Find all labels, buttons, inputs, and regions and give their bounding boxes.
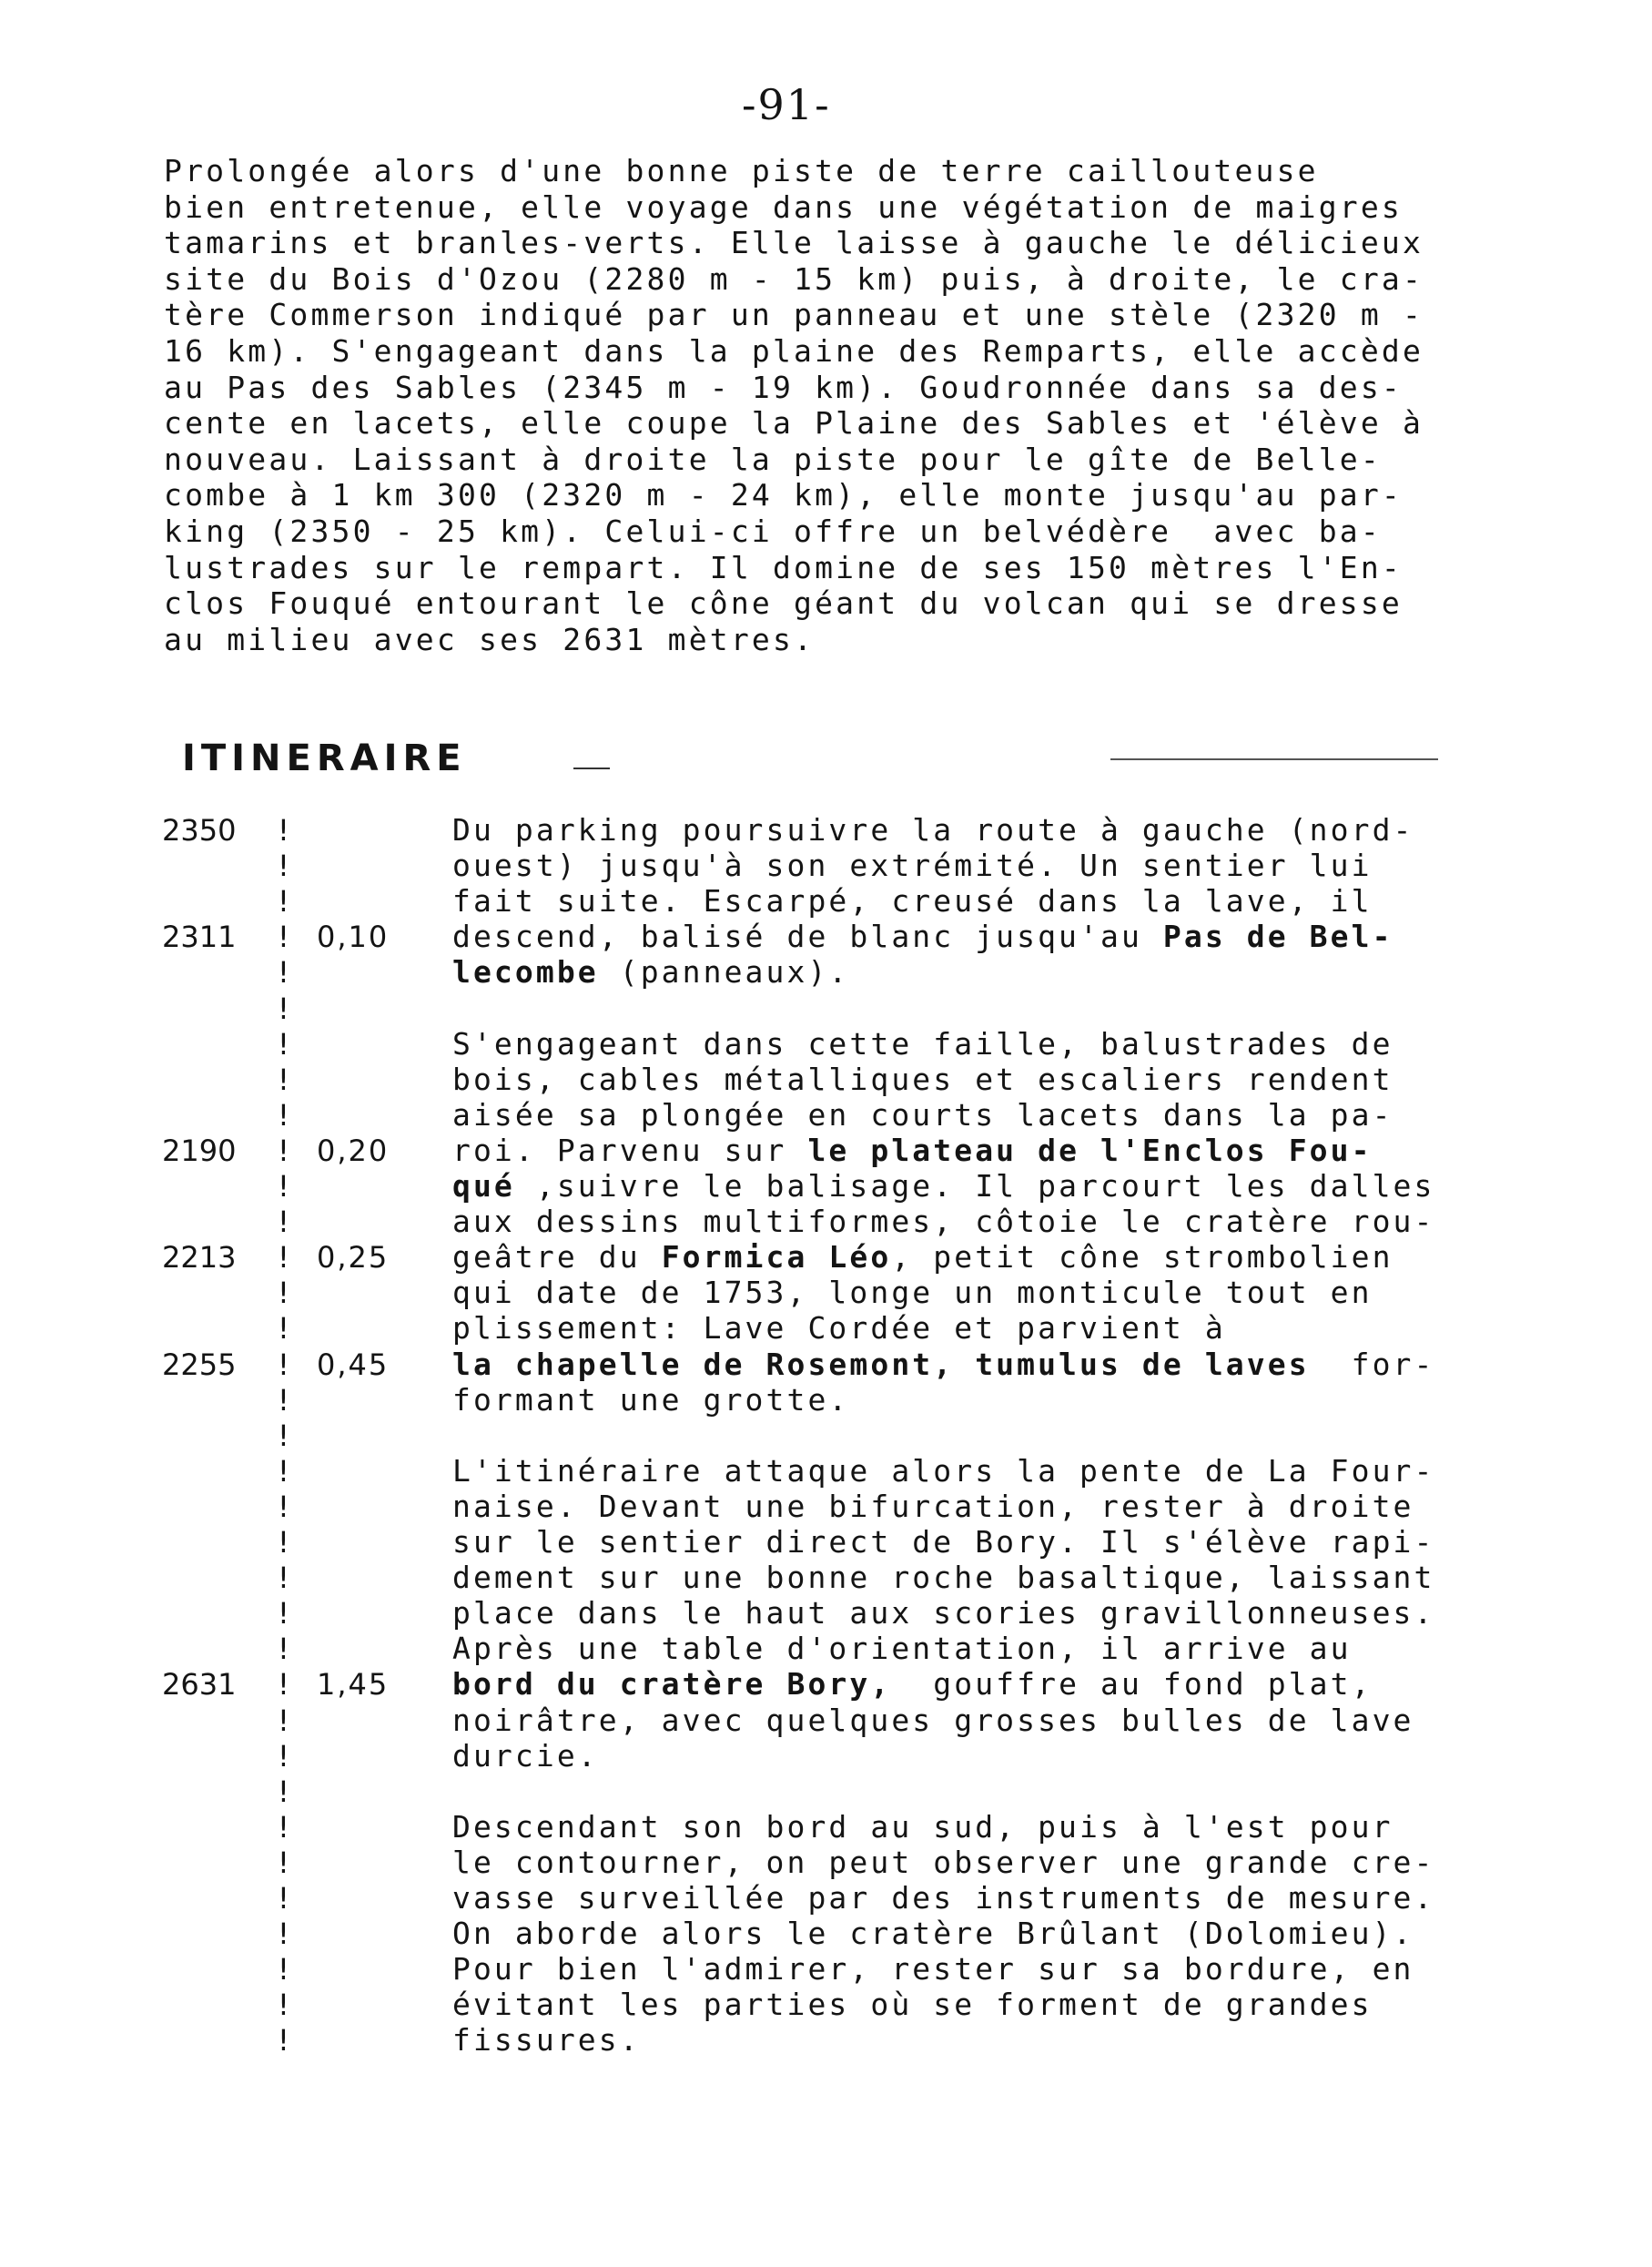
description-text: L'itinéraire attaque alors la pente de La Four- bbox=[452, 1452, 1435, 1489]
itinerary-row bbox=[0, 1880, 1652, 1916]
itinerary-row bbox=[0, 1026, 1652, 1062]
description-line bbox=[452, 954, 849, 991]
intro-line: tamarins et branles-verts. Elle laisse à gauche le délicieux bbox=[164, 225, 1424, 261]
column-separator: ! bbox=[278, 1097, 289, 1133]
place-name: Pas de Bel- bbox=[1162, 919, 1394, 955]
duration-value: 0,25 bbox=[317, 1240, 390, 1276]
itinerary-row bbox=[0, 848, 1652, 884]
intro-line: bien entretenue, elle voyage dans une végétation de maigres bbox=[164, 188, 1403, 225]
duration-value: 0,20 bbox=[317, 1133, 390, 1168]
altitude-value: 2213 bbox=[162, 1240, 237, 1276]
description-text: Après une table d'orientation, il arrive au bbox=[452, 1631, 1352, 1667]
description-text: noirâtre, avec quelques grosses bulles de lave bbox=[452, 1702, 1414, 1738]
description-line bbox=[452, 1560, 1434, 1596]
itinerary-row bbox=[0, 1097, 1652, 1134]
description-line bbox=[452, 1347, 1435, 1383]
heading-rule bbox=[573, 768, 610, 769]
itinerary-row bbox=[0, 1489, 1652, 1525]
itinerary-row bbox=[0, 1310, 1652, 1347]
column-separator: ! bbox=[278, 1240, 289, 1276]
itinerary-row bbox=[0, 1631, 1652, 1667]
description-text: aisée sa plongée en courts lacets dans la pa- bbox=[452, 1096, 1394, 1133]
column-separator: ! bbox=[278, 1347, 289, 1382]
description-line bbox=[452, 1524, 1434, 1560]
description-text: vasse surveillée par des instruments de mesure. bbox=[452, 1880, 1435, 1916]
description-text: fissures. bbox=[452, 2022, 641, 2059]
description-text: , petit cône strombolien bbox=[891, 1239, 1394, 1276]
description-text: On aborde alors le cratère Brûlant (Dolomieu). bbox=[452, 1916, 1414, 1952]
duration-value: 1,45 bbox=[317, 1667, 390, 1703]
description-text: sur le sentier direct de Bory. Il s'élève rapi- bbox=[452, 1524, 1435, 1560]
column-separator: ! bbox=[278, 1026, 289, 1062]
description-line bbox=[452, 1026, 1394, 1062]
altitude-value: 2255 bbox=[162, 1347, 237, 1382]
altitude-value: 2311 bbox=[162, 920, 237, 955]
intro-line: Prolongée alors d'une bonne piste de terre caillouteuse bbox=[164, 153, 1319, 188]
description-line bbox=[452, 1489, 1414, 1525]
itinerary-row bbox=[0, 919, 1652, 955]
place-name: Formica Léo bbox=[661, 1239, 892, 1276]
column-separator: ! bbox=[278, 1418, 289, 1453]
duration-value: 0,10 bbox=[317, 920, 390, 955]
intro-line: combe à 1 km 300 (2320 m - 24 km), elle monte jusqu'au par- bbox=[164, 477, 1403, 513]
description-line bbox=[452, 1275, 1373, 1311]
description-text: geâtre du bbox=[452, 1239, 662, 1276]
description-line bbox=[452, 1809, 1394, 1845]
column-separator: ! bbox=[278, 1987, 289, 2023]
description-text: roi. Parvenu sur bbox=[452, 1132, 808, 1168]
column-separator: ! bbox=[278, 1169, 289, 1204]
itinerary-row bbox=[0, 1524, 1652, 1560]
column-separator: ! bbox=[278, 1952, 289, 1987]
intro-line: nouveau. Laissant à droite la piste pour le gîte de Belle- bbox=[164, 441, 1382, 477]
description-line bbox=[452, 1133, 1373, 1169]
description-text: dement sur une bonne roche basaltique, laissant bbox=[452, 1560, 1435, 1596]
description-line bbox=[452, 1310, 1226, 1347]
column-separator: ! bbox=[278, 955, 289, 991]
itinerary-row bbox=[0, 1347, 1652, 1383]
column-separator: ! bbox=[278, 1525, 289, 1560]
itinerary-row bbox=[0, 1062, 1652, 1098]
itinerary-row bbox=[0, 1382, 1652, 1418]
description-line bbox=[452, 1204, 1434, 1240]
itinerary-row bbox=[0, 1168, 1652, 1205]
description-line bbox=[452, 1880, 1434, 1916]
itinerary-row bbox=[0, 1845, 1652, 1881]
itinerary-row bbox=[0, 1809, 1652, 1845]
column-separator: ! bbox=[278, 1062, 289, 1097]
description-text: évitant les parties où se forment de grandes bbox=[452, 1987, 1373, 2023]
description-line bbox=[452, 1703, 1414, 1739]
description-text: (panneaux). bbox=[598, 954, 850, 991]
description-line bbox=[452, 1738, 599, 1774]
description-line bbox=[452, 1631, 1352, 1667]
intro-line: cente en lacets, elle coupe la Plaine des Sables et 'élève à bbox=[164, 405, 1424, 442]
itinerary-row bbox=[0, 1453, 1652, 1489]
description-text: naise. Devant une bifurcation, rester à droite bbox=[452, 1488, 1414, 1524]
description-text: gouffre au fond plat, bbox=[891, 1666, 1373, 1703]
intro-line: site du Bois d'Ozou (2280 m - 15 km) puis, à droite, le cra- bbox=[164, 260, 1424, 297]
column-separator: ! bbox=[278, 1205, 289, 1240]
description-text: formant une grotte. bbox=[452, 1381, 850, 1418]
column-separator: ! bbox=[278, 920, 289, 955]
description-line bbox=[452, 883, 1373, 920]
column-separator: ! bbox=[278, 1809, 289, 1845]
description-text: S'engageant dans cette faille, balustrades de bbox=[452, 1025, 1394, 1062]
column-separator: ! bbox=[278, 2023, 289, 2059]
description-text: for- bbox=[1309, 1346, 1435, 1382]
intro-paragraph bbox=[164, 153, 1475, 657]
heading-rule-right bbox=[1110, 758, 1438, 760]
description-line bbox=[452, 1916, 1414, 1952]
itinerary-row bbox=[0, 1774, 1652, 1810]
itinerary-row bbox=[0, 1987, 1652, 2023]
description-text: aux dessins multiformes, côtoie le cratère rou- bbox=[452, 1204, 1435, 1240]
column-separator: ! bbox=[278, 1382, 289, 1418]
description-line bbox=[452, 2022, 641, 2059]
altitude-value: 2190 bbox=[162, 1133, 237, 1168]
place-name: le plateau de l'Enclos Fou- bbox=[807, 1132, 1373, 1168]
itinerary-row bbox=[0, 1595, 1652, 1632]
place-name: qué bbox=[452, 1168, 515, 1204]
section-heading: ITINERAIRE bbox=[182, 737, 467, 779]
itinerary-row bbox=[0, 1133, 1652, 1169]
description-text: fait suite. Escarpé, creusé dans la lave, il bbox=[452, 883, 1373, 920]
description-text: Pour bien l'admirer, rester sur sa bordure, en bbox=[452, 1951, 1414, 1987]
description-text: ,suivre le balisage. Il parcourt les dalles bbox=[514, 1168, 1435, 1204]
intro-line: king (2350 - 25 km). Celui-ci offre un belvédère avec ba- bbox=[164, 513, 1382, 549]
place-name: lecombe bbox=[452, 954, 599, 991]
description-text: qui date de 1753, longe un monticule tout en bbox=[452, 1275, 1373, 1311]
description-line bbox=[452, 848, 1373, 884]
intro-line: au Pas des Sables (2345 m - 19 km). Goudronnée dans sa des- bbox=[164, 369, 1403, 405]
description-text: durcie. bbox=[452, 1737, 599, 1774]
itinerary-row bbox=[0, 2022, 1652, 2059]
column-separator: ! bbox=[278, 1881, 289, 1916]
duration-value: 0,45 bbox=[317, 1347, 390, 1382]
place-name: la chapelle de Rosemont, tumulus de laves bbox=[452, 1346, 1310, 1382]
column-separator: ! bbox=[278, 1916, 289, 1952]
altitude-value: 2350 bbox=[162, 813, 237, 848]
description-line bbox=[452, 812, 1414, 849]
itinerary-row bbox=[0, 1951, 1652, 1987]
itinerary-row bbox=[0, 883, 1652, 920]
column-separator: ! bbox=[278, 1489, 289, 1524]
description-line bbox=[452, 1845, 1434, 1881]
page-number: -91- bbox=[742, 80, 831, 129]
column-separator: ! bbox=[278, 849, 289, 884]
itinerary-row bbox=[0, 1204, 1652, 1240]
description-line bbox=[452, 1595, 1434, 1632]
description-text: bois, cables métalliques et escaliers rendent bbox=[452, 1061, 1394, 1097]
intro-line: au milieu avec ses 2631 mètres. bbox=[164, 621, 816, 657]
description-line bbox=[452, 1382, 849, 1418]
column-separator: ! bbox=[278, 1453, 289, 1489]
column-separator: ! bbox=[278, 1738, 289, 1774]
intro-line: tère Commerson indiqué par un panneau et une stèle (2320 m - bbox=[164, 297, 1424, 333]
place-name: bord du cratère Bory, bbox=[452, 1666, 892, 1703]
column-separator: ! bbox=[278, 1774, 289, 1809]
itinerary-row bbox=[0, 1916, 1652, 1952]
description-line bbox=[452, 1062, 1394, 1098]
description-line bbox=[452, 1097, 1394, 1134]
itinerary-row bbox=[0, 1738, 1652, 1774]
description-line bbox=[452, 1453, 1434, 1489]
itinerary-row bbox=[0, 991, 1652, 1027]
itinerary-row bbox=[0, 1703, 1652, 1739]
description-text: Descendant son bord au sud, puis à l'est pour bbox=[452, 1808, 1394, 1845]
column-separator: ! bbox=[278, 1560, 289, 1596]
description-text: plissement: Lave Cordée et parvient à bbox=[452, 1310, 1226, 1347]
column-separator: ! bbox=[278, 1133, 289, 1168]
intro-line: lustrades sur le rempart. Il domine de ses 150 mètres l'En- bbox=[164, 549, 1403, 585]
itinerary-row bbox=[0, 812, 1652, 849]
column-separator: ! bbox=[278, 1667, 289, 1703]
description-line bbox=[452, 919, 1394, 955]
description-line bbox=[452, 1239, 1394, 1276]
itinerary-row bbox=[0, 1666, 1652, 1703]
intro-line: clos Fouqué entourant le cône géant du volcan qui se dresse bbox=[164, 585, 1403, 622]
column-separator: ! bbox=[278, 1845, 289, 1880]
itinerary-row bbox=[0, 1560, 1652, 1596]
description-text: Du parking poursuivre la route à gauche (nord- bbox=[452, 812, 1414, 848]
column-separator: ! bbox=[278, 1703, 289, 1738]
column-separator: ! bbox=[278, 991, 289, 1026]
column-separator: ! bbox=[278, 813, 289, 848]
itinerary-row bbox=[0, 1275, 1652, 1311]
altitude-value: 2631 bbox=[162, 1667, 237, 1703]
description-text: ouest) jusqu'à son extrémité. Un sentier lui bbox=[452, 848, 1373, 884]
description-line bbox=[452, 1168, 1434, 1205]
column-separator: ! bbox=[278, 1311, 289, 1347]
itinerary-row bbox=[0, 954, 1652, 991]
column-separator: ! bbox=[278, 1632, 289, 1667]
description-line bbox=[452, 1987, 1373, 2023]
column-separator: ! bbox=[278, 1596, 289, 1632]
itinerary-row bbox=[0, 1239, 1652, 1276]
intro-line: 16 km). S'engageant dans la plaine des Remparts, elle accède bbox=[164, 332, 1424, 369]
itinerary-row bbox=[0, 1418, 1652, 1454]
description-text: place dans le haut aux scories gravillonneuses. bbox=[452, 1595, 1435, 1632]
description-line bbox=[452, 1666, 1373, 1703]
description-line bbox=[452, 1951, 1414, 1987]
description-text: descend, balisé de blanc jusqu'au bbox=[452, 919, 1163, 955]
column-separator: ! bbox=[278, 1276, 289, 1311]
column-separator: ! bbox=[278, 884, 289, 920]
description-text: le contourner, on peut observer une grande cre- bbox=[452, 1844, 1435, 1880]
